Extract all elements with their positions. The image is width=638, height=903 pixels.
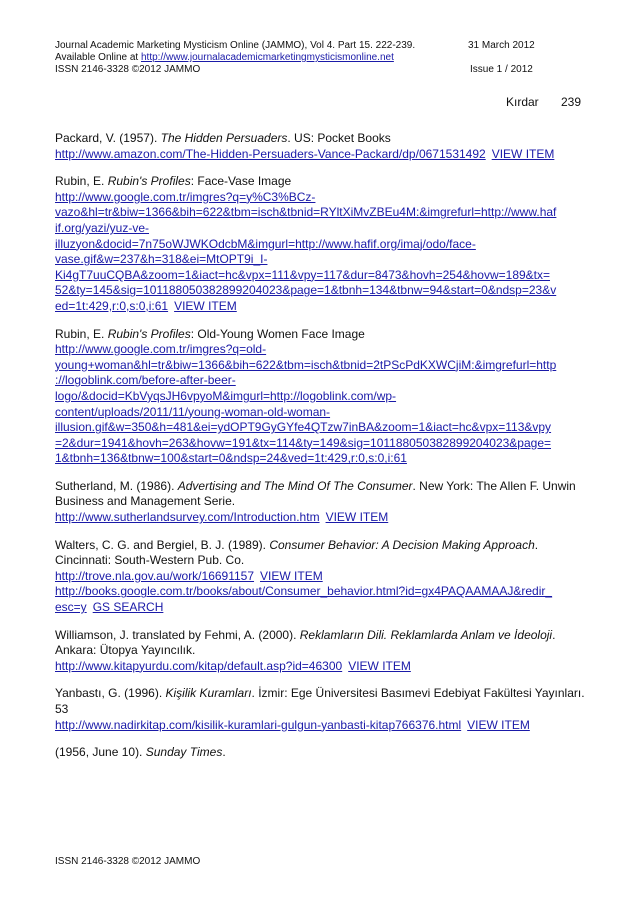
- reference-url[interactable]: young+woman&hl=tr&biw=1366&bih=622&tbm=isch&tbnid=2tPScPdKXWCjiM:&imgrefurl=http: [55, 357, 557, 372]
- reference-url[interactable]: illusion.gif&w=350&h=481&ei=ydOPT9GyGYfe4QTzw7inBA&zoom=1&iact=hc&vpx=113&vpy: [55, 420, 552, 435]
- citation-publisher: .: [222, 745, 226, 760]
- reference-url-line: [55, 268, 595, 284]
- reference-entry: [55, 538, 595, 616]
- reference-url[interactable]: Ki4gT7uuCQBA&zoom=1&iact=hc&vpx=111&vpy=117&dur=8473&hovh=254&hovw=189&tx=: [55, 267, 551, 282]
- reference-url-line: [55, 436, 595, 452]
- citation-publisher: . New York: The Allen F. Unwin Business and Management Serie.: [55, 478, 576, 509]
- reference-url-line: [55, 283, 595, 299]
- citation-title: Reklamların Dili. Reklamlarda Anlam ve İdeoloji: [299, 627, 553, 642]
- reference-url[interactable]: http://books.google.com.tr/books/about/Consumer_behavior.html?id=gx4PAQAAMAAJ&redir_: [55, 584, 553, 599]
- reference-url[interactable]: 52&ty=145&sig=101188050382899204023&page=1&tbnh=134&tbnw=94&start=0&ndsp=23&v: [55, 283, 557, 298]
- reference-url-line: [55, 221, 595, 237]
- citation-authors: Rubin, E.: [55, 326, 108, 341]
- reference-url-line: [55, 299, 595, 315]
- journal-website-link[interactable]: http://www.journalacademicmarketingmysticismonline.net: [140, 52, 394, 63]
- reference-url[interactable]: ed=1t:429,r:0,s:0,i:61: [55, 298, 169, 313]
- reference-url-line: [55, 373, 595, 389]
- citation-publisher: . Cincinnati: South-Western Pub. Co.: [55, 537, 539, 568]
- issue-label: Issue 1 / 2012: [470, 64, 533, 75]
- citation-authors: Yanbastı, G. (1996).: [55, 686, 166, 701]
- citation-title: The Hidden Persuaders: [160, 131, 288, 145]
- citation-publisher: . US: Pocket Books: [287, 131, 391, 145]
- reference-url[interactable]: http://www.sutherlandsurvey.com/Introduction.htm: [55, 510, 320, 525]
- reference-url[interactable]: http://www.nadirkitap.com/kisilik-kuramlari-gulgun-yanbasti-kitap766376.html: [55, 717, 462, 732]
- reference-citation: [55, 538, 595, 569]
- reference-url[interactable]: illuzyon&docid=7n75oWJWKOdcbM&imgurl=http://www.hafif.org/imaj/odo/face-: [55, 236, 476, 251]
- view-item-link[interactable]: VIEW ITEM: [174, 298, 237, 313]
- reference-url[interactable]: logo/&docid=KbVyqsJH6vpyoM&imgurl=http://logoblink.com/wp-: [55, 388, 397, 403]
- reference-citation: [55, 628, 595, 659]
- reference-url[interactable]: vase.gif&w=237&h=318&ei=MtOPT9i_I-: [55, 252, 268, 267]
- reference-citation: [55, 686, 595, 717]
- reference-url[interactable]: http://trove.nla.gov.au/work/16691157: [55, 568, 255, 583]
- reference-citation: [55, 174, 595, 190]
- reference-url-line: [55, 147, 595, 163]
- reference-url-line: [55, 584, 595, 600]
- citation-authors: Packard, V. (1957).: [55, 131, 161, 145]
- reference-entry: [55, 745, 595, 761]
- reference-entry: [55, 628, 595, 675]
- reference-url[interactable]: esc=y: [55, 600, 87, 615]
- reference-url[interactable]: ://logoblink.com/before-after-beer-: [55, 373, 236, 388]
- citation-authors: Rubin, E.: [55, 174, 108, 189]
- citation-authors: Williamson, J. translated by Fehmi, A. (2000).: [55, 627, 300, 642]
- citation-title: Consumer Behavior: A Decision Making Approach: [269, 537, 535, 552]
- reference-list: [55, 131, 595, 773]
- reference-entry: [55, 327, 595, 467]
- citation-publisher: . Ankara: Ütopya Yayıncılık.: [55, 627, 556, 658]
- reference-url[interactable]: http://www.google.com.tr/imgres?q=y%C3%BCz-: [55, 189, 316, 204]
- view-item-link[interactable]: VIEW ITEM: [491, 146, 555, 161]
- citation-publisher: : Old-Young Women Face Image: [190, 326, 365, 341]
- reference-url-line: [55, 190, 595, 206]
- citation-publisher: . İzmir: Ege Üniversitesi Basımevi Edebiyat Fakültesi Yayınları. 53: [55, 686, 585, 716]
- reference-url[interactable]: http://www.amazon.com/The-Hidden-Persuaders-Vance-Packard/dp/0671531492: [55, 146, 486, 161]
- journal-line: Journal Academic Marketing Mysticism Online (JAMMO), Vol 4. Part 15. 222-239.: [55, 40, 416, 51]
- view-item-link[interactable]: VIEW ITEM: [467, 717, 530, 732]
- view-item-link[interactable]: VIEW ITEM: [348, 658, 411, 673]
- citation-title: Advertising and The Mind Of The Consumer: [177, 478, 413, 493]
- reference-entry: [55, 174, 595, 314]
- reference-entry: [55, 131, 595, 162]
- reference-entry: [55, 686, 595, 733]
- reference-url-line: [55, 389, 595, 405]
- reference-url[interactable]: http://www.kitapyurdu.com/kitap/default.asp?id=46300: [55, 658, 343, 673]
- reference-url[interactable]: if.org/yazi/yuz-ve-: [55, 220, 150, 235]
- view-item-link[interactable]: VIEW ITEM: [325, 510, 389, 525]
- citation-title: Kişilik Kuramları: [165, 686, 252, 701]
- reference-entry: [55, 479, 595, 526]
- reference-citation: [55, 745, 595, 761]
- reference-url-line: [55, 420, 595, 436]
- reference-url-line: [55, 510, 595, 526]
- available-prefix: Available Online at: [55, 52, 141, 63]
- citation-title: Rubin's Profiles: [107, 326, 191, 341]
- reference-url-line: [55, 205, 595, 221]
- citation-title: Sunday Times: [145, 745, 223, 760]
- citation-authors: Sutherland, M. (1986).: [55, 478, 178, 493]
- reference-url-line: [55, 342, 595, 358]
- reference-url-line: [55, 358, 595, 374]
- reference-url-line: [55, 600, 595, 616]
- available-online: [55, 52, 394, 64]
- view-item-link[interactable]: VIEW ITEM: [260, 568, 323, 583]
- reference-citation: [55, 479, 595, 510]
- citation-authors: (1956, June 10).: [55, 745, 146, 760]
- reference-url[interactable]: =2&dur=1941&hovh=263&hovw=191&tx=114&ty=149&sig=101188050382899204023&page=: [55, 435, 551, 450]
- reference-url[interactable]: http://www.google.com.tr/imgres?q=old-: [55, 342, 267, 357]
- citation-publisher: : Face-Vase Image: [190, 174, 292, 189]
- footer-issn: ISSN 2146-3328 ©2012 JAMMO: [55, 856, 201, 867]
- citation-authors: Walters, C. G. and Bergiel, B. J. (1989).: [55, 537, 270, 552]
- gs-search-link[interactable]: GS SEARCH: [92, 600, 164, 615]
- issn-header: ISSN 2146-3328 ©2012 JAMMO: [55, 64, 201, 75]
- reference-url[interactable]: content/uploads/2011/11/young-woman-old-woman-: [55, 404, 331, 419]
- reference-url-line: [55, 718, 595, 734]
- reference-citation: [55, 131, 595, 147]
- reference-url-line: [55, 451, 595, 467]
- running-author: Kırdar: [506, 95, 539, 109]
- reference-url-line: [55, 569, 595, 585]
- reference-url-line: [55, 237, 595, 253]
- publication-date: 31 March 2012: [468, 40, 535, 51]
- reference-url-line: [55, 659, 595, 675]
- page-number: 239: [561, 95, 582, 109]
- reference-url-line: [55, 252, 595, 268]
- citation-title: Rubin's Profiles: [107, 174, 191, 189]
- reference-url-line: [55, 405, 595, 421]
- reference-citation: [55, 327, 595, 343]
- reference-url[interactable]: vazo&hl=tr&biw=1366&bih=622&tbm=isch&tbnid=RYltXiMvZBEu4M:&imgrefurl=http://www.haf: [55, 205, 557, 220]
- reference-url[interactable]: 1&tbnh=136&tbnw=100&start=0&ndsp=24&ved=1t:429,r:0,s:0,i:61: [55, 451, 407, 466]
